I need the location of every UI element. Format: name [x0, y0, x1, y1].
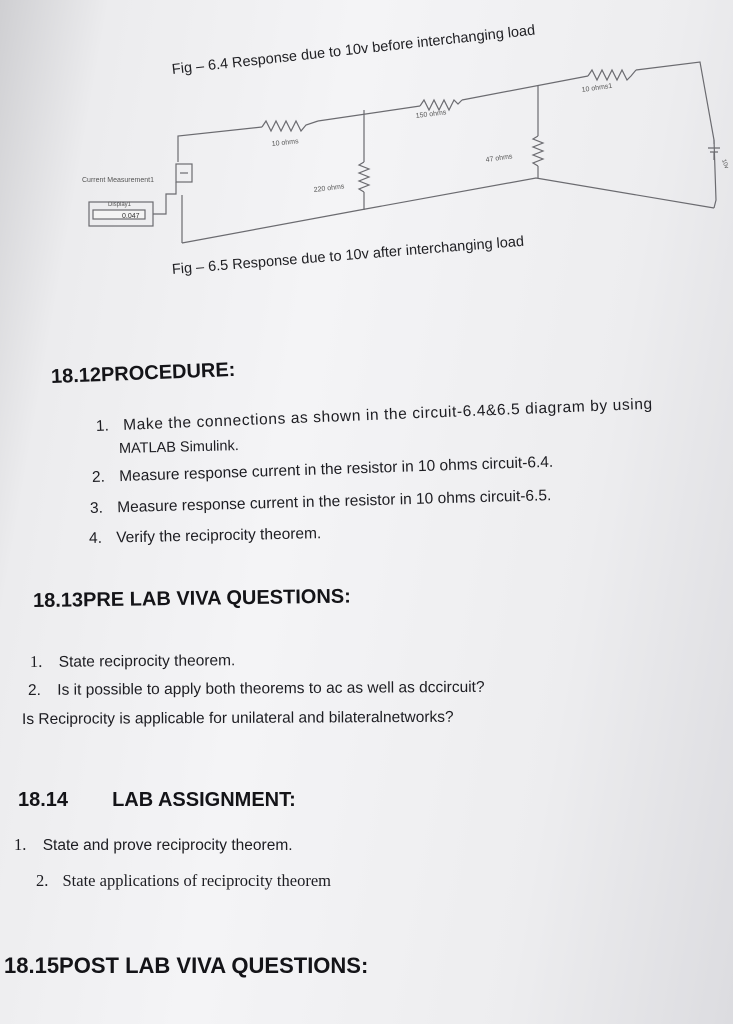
step-number: 2. — [91, 468, 106, 486]
bottom-wire — [182, 178, 714, 243]
item-number: 2. — [36, 871, 49, 890]
prelab-question-extra: Is Reciprocity is applicable for unilateral and bilateralnetworks? — [21, 708, 454, 728]
procedure-step-1 — [96, 396, 653, 436]
r-10-label: 10 ohms — [271, 138, 299, 148]
circuit-diagram — [0, 50, 733, 260]
prelab-question-2 — [28, 679, 485, 700]
resistor-47-ohms — [533, 136, 543, 166]
assignment-item-2 — [36, 871, 331, 891]
resistor-10-ohms-right — [588, 70, 636, 80]
item-text: State and prove reciprocity theorem. — [42, 837, 293, 854]
assignment-heading — [18, 789, 296, 812]
prelab-question-1 — [30, 650, 235, 672]
resistor-220-ohms — [359, 162, 369, 192]
top-wire — [178, 62, 716, 208]
procedure-step-2 — [92, 454, 554, 487]
step-number: 4. — [88, 529, 103, 547]
current-measurement-label: Current Measurement1 — [82, 177, 154, 184]
display-label: Display1 — [108, 202, 132, 208]
question-text: State reciprocity theorem. — [58, 652, 236, 671]
assignment-heading-number: 18.14 — [18, 789, 69, 811]
question-text: Is it possible to apply both theorems to ac as well as dccircuit? — [57, 678, 485, 699]
step-number: 3. — [89, 499, 104, 517]
item-number: 1. — [14, 835, 27, 854]
r-220-label: 220 ohms — [313, 183, 345, 194]
display-value: 0.047 — [122, 213, 140, 220]
resistor-150-ohms — [420, 100, 462, 110]
item-text: State applications of reciprocity theorem — [62, 871, 331, 890]
question-number: 1. — [29, 651, 43, 671]
assignment-item-1 — [14, 835, 293, 855]
step-text: Measure response current in the resistor in 10 ohms circuit-6.4. — [118, 453, 554, 486]
step-text: Measure response current in the resistor in 10 ohms circuit-6.5. — [116, 487, 552, 517]
question-number: 2. — [27, 681, 41, 699]
procedure-step-4 — [89, 525, 322, 548]
step-text: Make the connections as shown in the circuit-6.4&6.5 diagram by using — [122, 395, 654, 434]
procedure-step-1-continued: MATLAB Simulink. — [118, 438, 239, 457]
step-number: 1. — [95, 417, 110, 435]
assignment-heading-text: LAB ASSIGNMENT: — [112, 789, 296, 811]
r-47-label: 47 ohms — [485, 153, 513, 164]
resistor-10-ohms — [262, 121, 318, 131]
procedure-step-3 — [90, 487, 552, 518]
r-10-right-label: 10 ohms1 — [581, 82, 613, 94]
figure-6-5-caption: Fig – 6.5 Response due to 10v after interchanging load — [171, 233, 525, 278]
figure-6-4-caption: Fig – 6.4 Response due to 10v before interchanging load — [171, 22, 536, 78]
prelab-heading: 18.13PRE LAB VIVA QUESTIONS: — [32, 585, 351, 612]
step-text: Verify the reciprocity theorem. — [116, 525, 322, 547]
postlab-heading: 18.15POST LAB VIVA QUESTIONS: — [4, 953, 369, 978]
source-label: 10v — [720, 158, 730, 170]
procedure-heading: 18.12PROCEDURE: — [50, 358, 236, 388]
r-150-label: 150 ohms — [415, 109, 447, 120]
